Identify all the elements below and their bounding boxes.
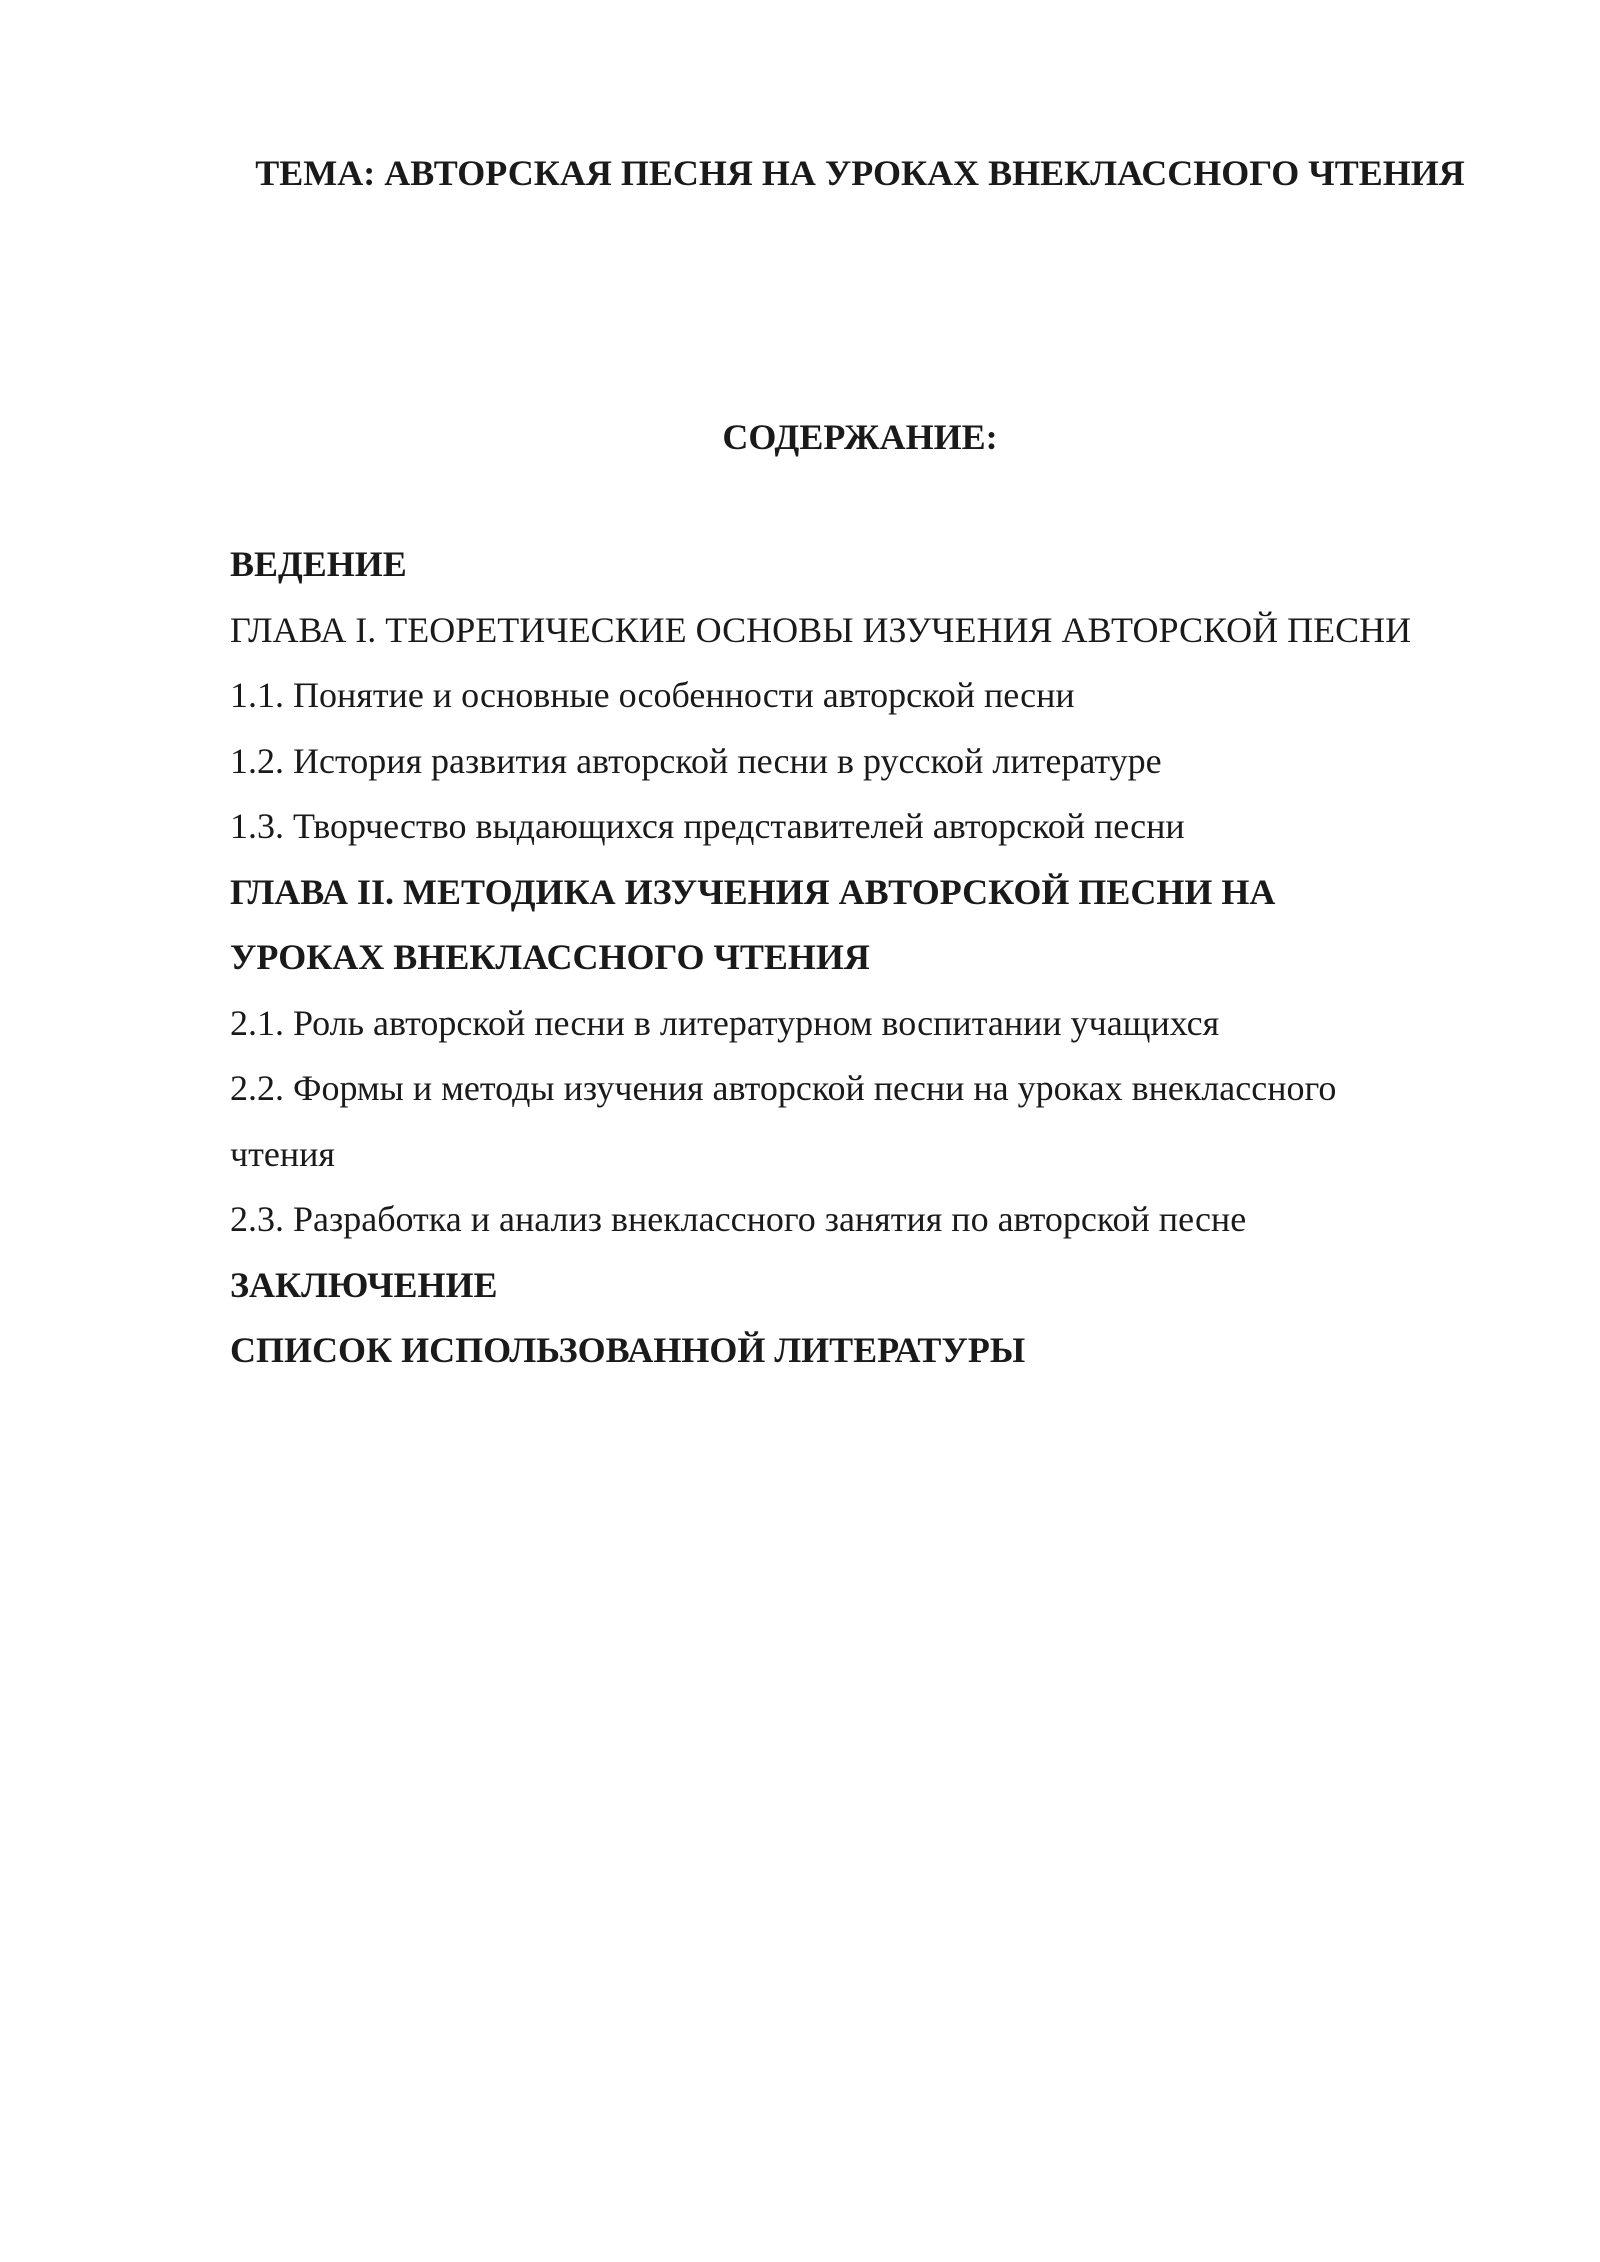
table-of-contents	[230, 532, 1510, 1384]
toc-item-section-1-3: 1.3. Творчество выдающихся представителей авторской песни	[230, 806, 1185, 846]
toc-item-conclusion: ЗАКЛЮЧЕНИЕ	[230, 1264, 498, 1305]
toc-item-chapter-2: ГЛАВА II. МЕТОДИКА ИЗУЧЕНИЯ АВТОРСКОЙ ПЕСНИ НА УРОКАХ ВНЕКЛАССНОГО ЧТЕНИЯ	[230, 871, 1276, 977]
toc-heading: СОДЕРЖАНИЕ:	[722, 417, 998, 457]
document-title: ТЕМА: АВТОРСКАЯ ПЕСНЯ НА УРОКАХ ВНЕКЛАССНОГО ЧТЕНИЯ	[255, 153, 1465, 193]
toc-item-introduction: ВЕДЕНИЕ	[230, 544, 407, 584]
toc-item-bibliography: СПИСОК ИСПОЛЬЗОВАННОЙ ЛИТЕРАТУРЫ	[230, 1330, 1026, 1370]
toc-item-chapter-1: ГЛАВА I. ТЕОРЕТИЧЕСКИЕ ОСНОВЫ ИЗУЧЕНИЯ АВТОРСКОЙ ПЕСНИ	[230, 609, 1412, 650]
toc-item-section-2-3: 2.3. Разработка и анализ внеклассного занятия по авторской песне	[230, 1199, 1247, 1239]
toc-item-section-2-2: 2.2. Формы и методы изучения авторской песни на уроках внеклассного чтения	[230, 1068, 1337, 1174]
toc-item-section-1-2: 1.2. История развития авторской песни в русской литературе	[230, 740, 1162, 781]
toc-item-section-2-1: 2.1. Роль авторской песни в литературном воспитании учащихся	[230, 1002, 1220, 1043]
toc-item-section-1-1: 1.1. Понятие и основные особенности авторской песни	[230, 675, 1075, 715]
